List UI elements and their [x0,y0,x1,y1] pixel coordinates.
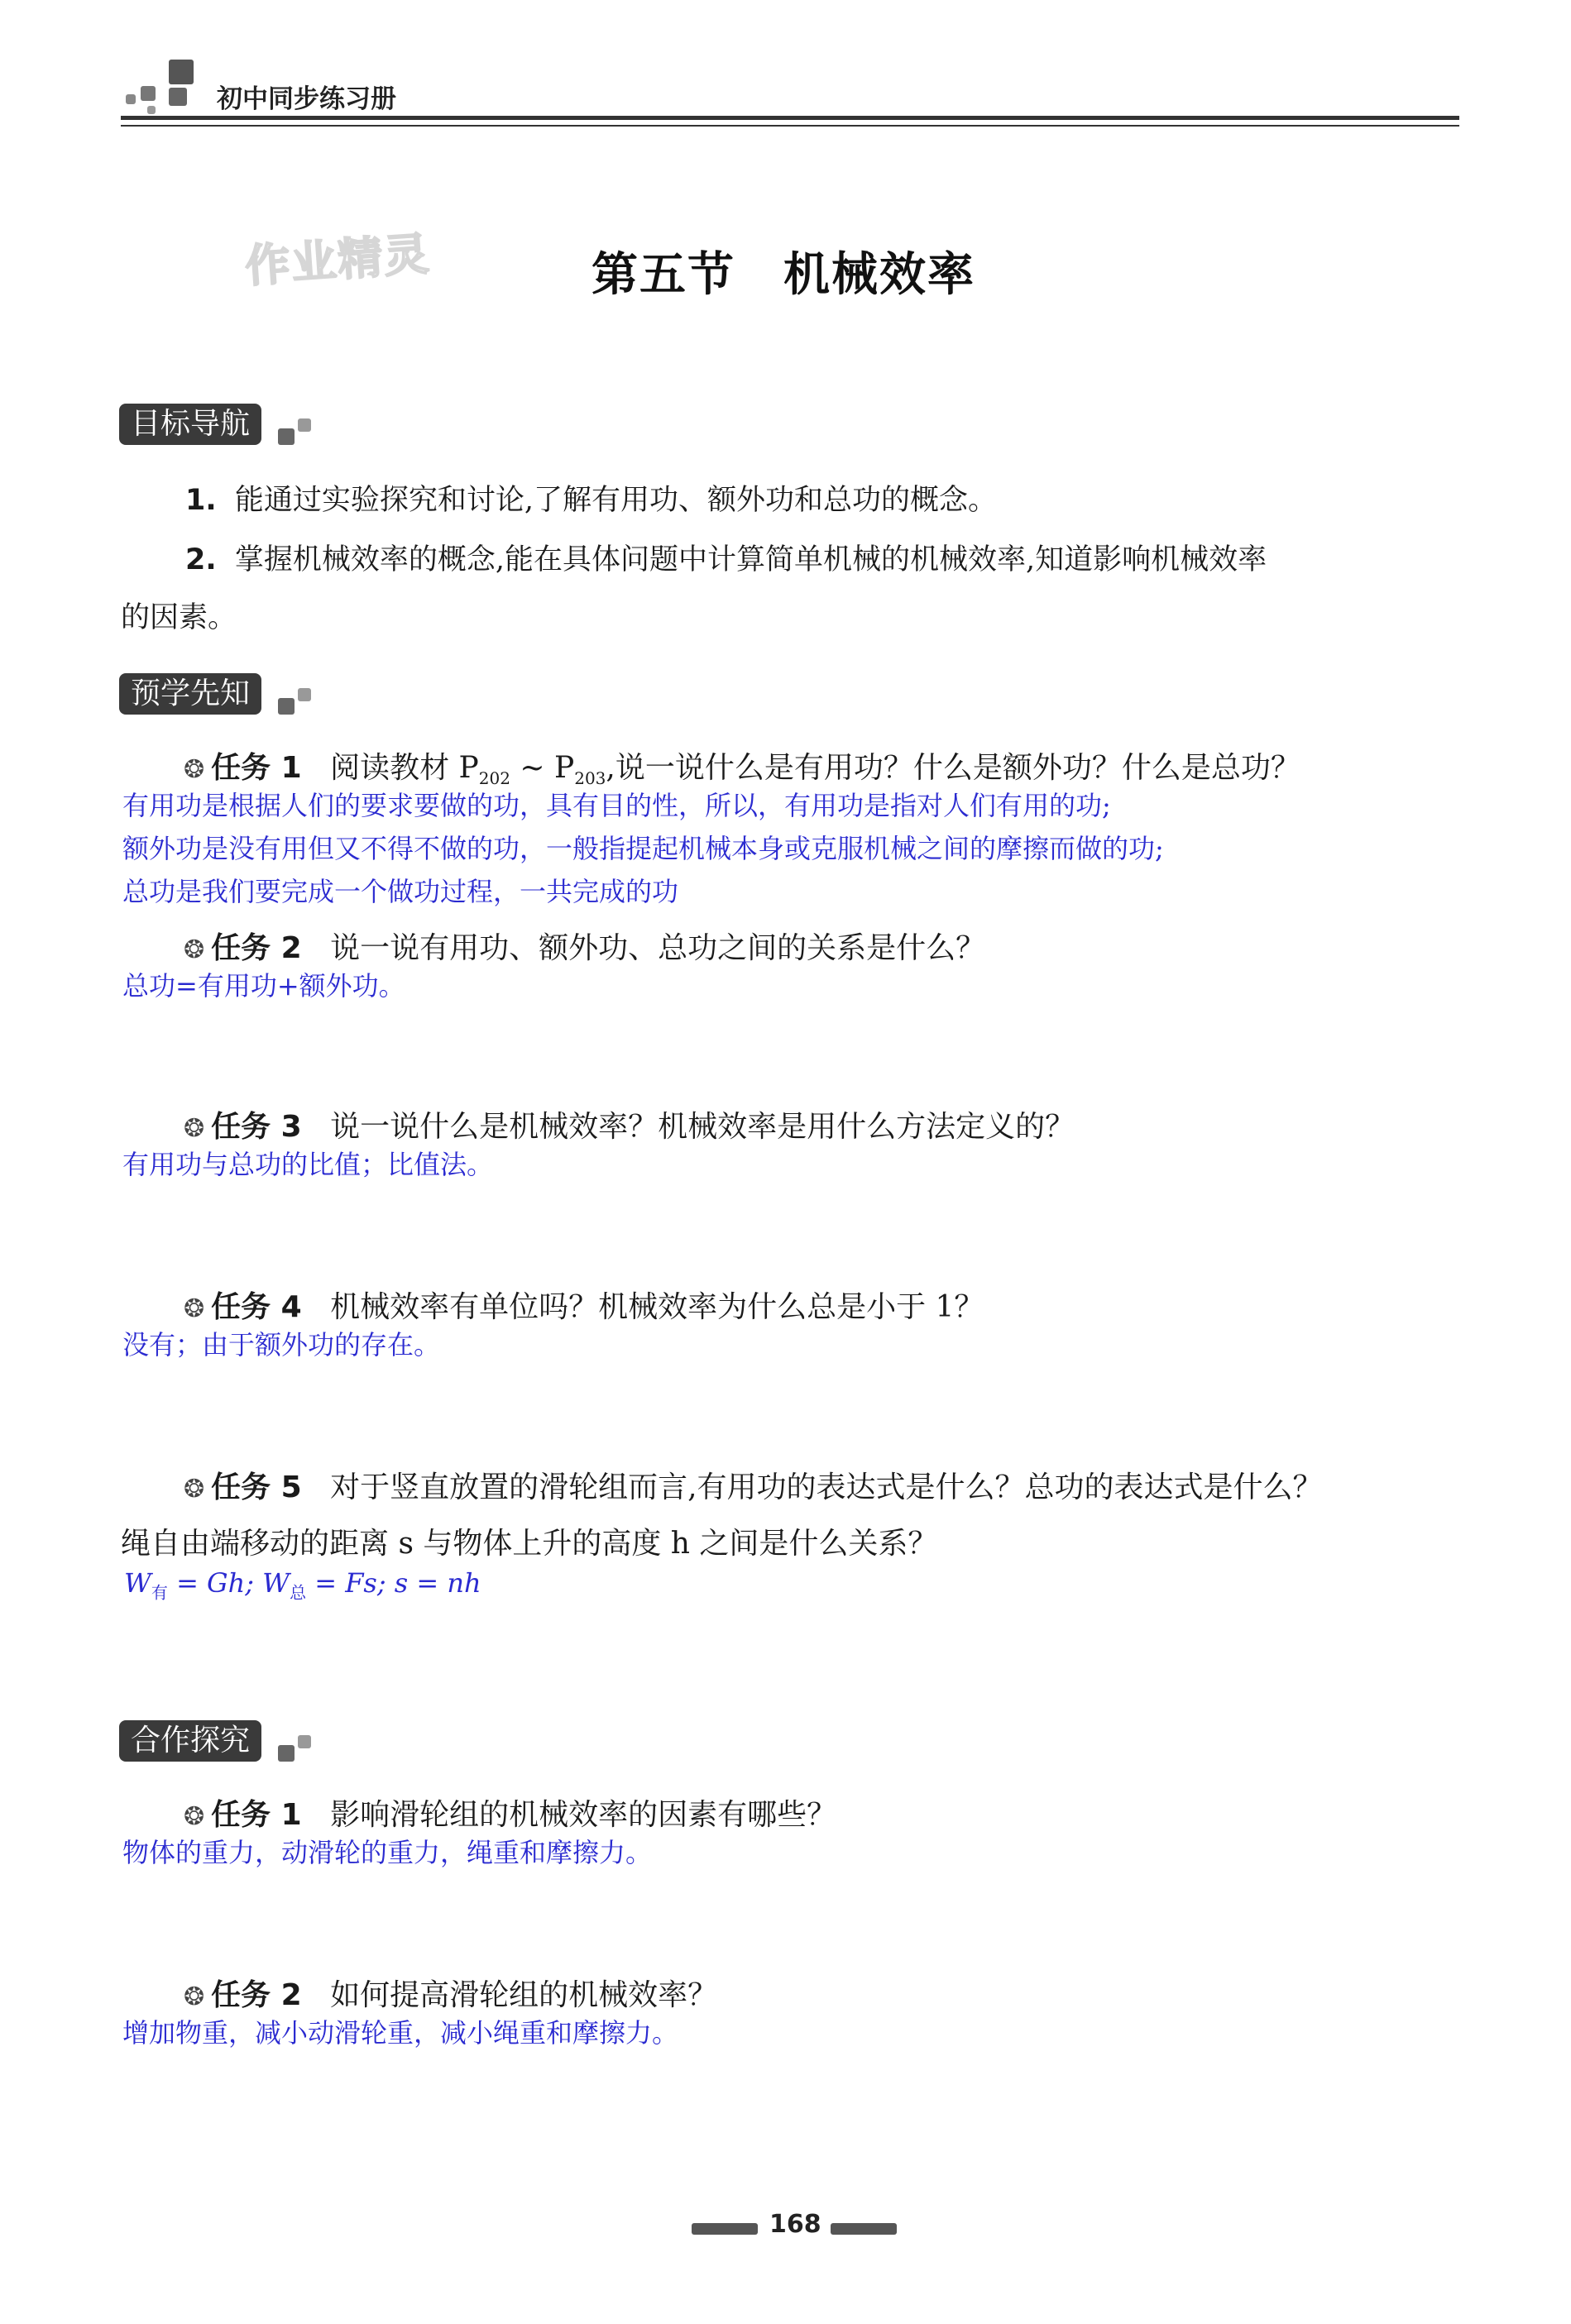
prestudy-task-4: ❂ 任务 4 机械效率有单位吗？机械效率为什么总是小于 1？ [184,1290,984,1324]
prestudy-task-1: ❂ 任务 1 阅读教材 $P_{202}$ ~ $P_{203}$,说一说什么是有用功？什么是额外功？什么是总功？ [184,751,1300,789]
answer-line: 总功是我们要完成一个做功过程，一共完成的功 [122,876,679,907]
header-title: 初中同步练习册 [217,84,396,114]
header-rule [121,116,1459,120]
star-bullet-icon: ❂ [184,1114,205,1143]
answer-line: 增加物重，减小动滑轮重，减小绳重和摩擦力。 [122,2017,679,2049]
watermark: 作业精灵 [243,227,433,293]
section-label-coop: 合作探究 [119,1720,261,1762]
answer-line: 额外功是没有用但又不得不做的功，一般指提起机械本身或克服机械之间的摩擦而做的功; [122,833,1164,864]
prestudy-task-3: ❂ 任务 3 说一说什么是机械效率？机械效率是用什么方法定义的？ [184,1110,1075,1144]
answer-line: 有用功是根据人们的要求要做的功，具有目的性，所以，有用功是指对人们有用的功; [122,790,1111,821]
header-rule-thin [121,125,1459,127]
answer-line: 物体的重力，动滑轮的重力，绳重和摩擦力。 [122,1837,653,1868]
section-label-prestudy: 预学先知 [119,673,261,715]
answer-line: 总功=有用功+额外功。 [122,970,405,1002]
goal-2-cont: 的因素。 [121,601,237,634]
coop-task-1: ❂ 任务 1 影响滑轮组的机械效率的因素有哪些？ [184,1798,837,1832]
section-label-goals: 目标导航 [119,404,261,445]
coop-task-2: ❂ 任务 2 如何提高滑轮组的机械效率？ [184,1978,718,2012]
page-number-decoration-left [692,2223,758,2235]
star-bullet-icon: ❂ [184,755,205,784]
goal-2: 2. 掌握机械效率的概念,能在具体问题中计算简单机械的机械效率,知道影响机械效率 [185,543,1267,576]
star-bullet-icon: ❂ [184,1802,205,1831]
prestudy-task-5: ❂ 任务 5 对于竖直放置的滑轮组而言,有用功的表达式是什么？总功的表达式是什么？ [184,1470,1323,1504]
page-number: 168 [769,2210,821,2239]
star-bullet-icon: ❂ [184,1294,205,1323]
answer-formula: $W_有 = Gh$; $W_总 = Fs$; s = nh [124,1567,481,1603]
star-bullet-icon: ❂ [184,935,205,964]
goal-1: 1. 能通过实验探究和讨论,了解有用功、额外功和总功的概念。 [185,484,998,517]
star-bullet-icon: ❂ [184,1982,205,2011]
chapter-title: 第五节 机械效率 [592,248,975,302]
prestudy-task-5-cont: 绳自由端移动的距离 s 与物体上升的高度 h 之间是什么关系？ [121,1527,938,1561]
page-number-decoration-right [831,2223,897,2235]
answer-line: 有用功与总功的比值；比值法。 [122,1149,494,1180]
star-bullet-icon: ❂ [184,1475,205,1504]
prestudy-task-2: ❂ 任务 2 说一说有用功、额外功、总功之间的关系是什么？ [184,931,986,965]
answer-line: 没有；由于额外功的存在。 [122,1329,441,1360]
